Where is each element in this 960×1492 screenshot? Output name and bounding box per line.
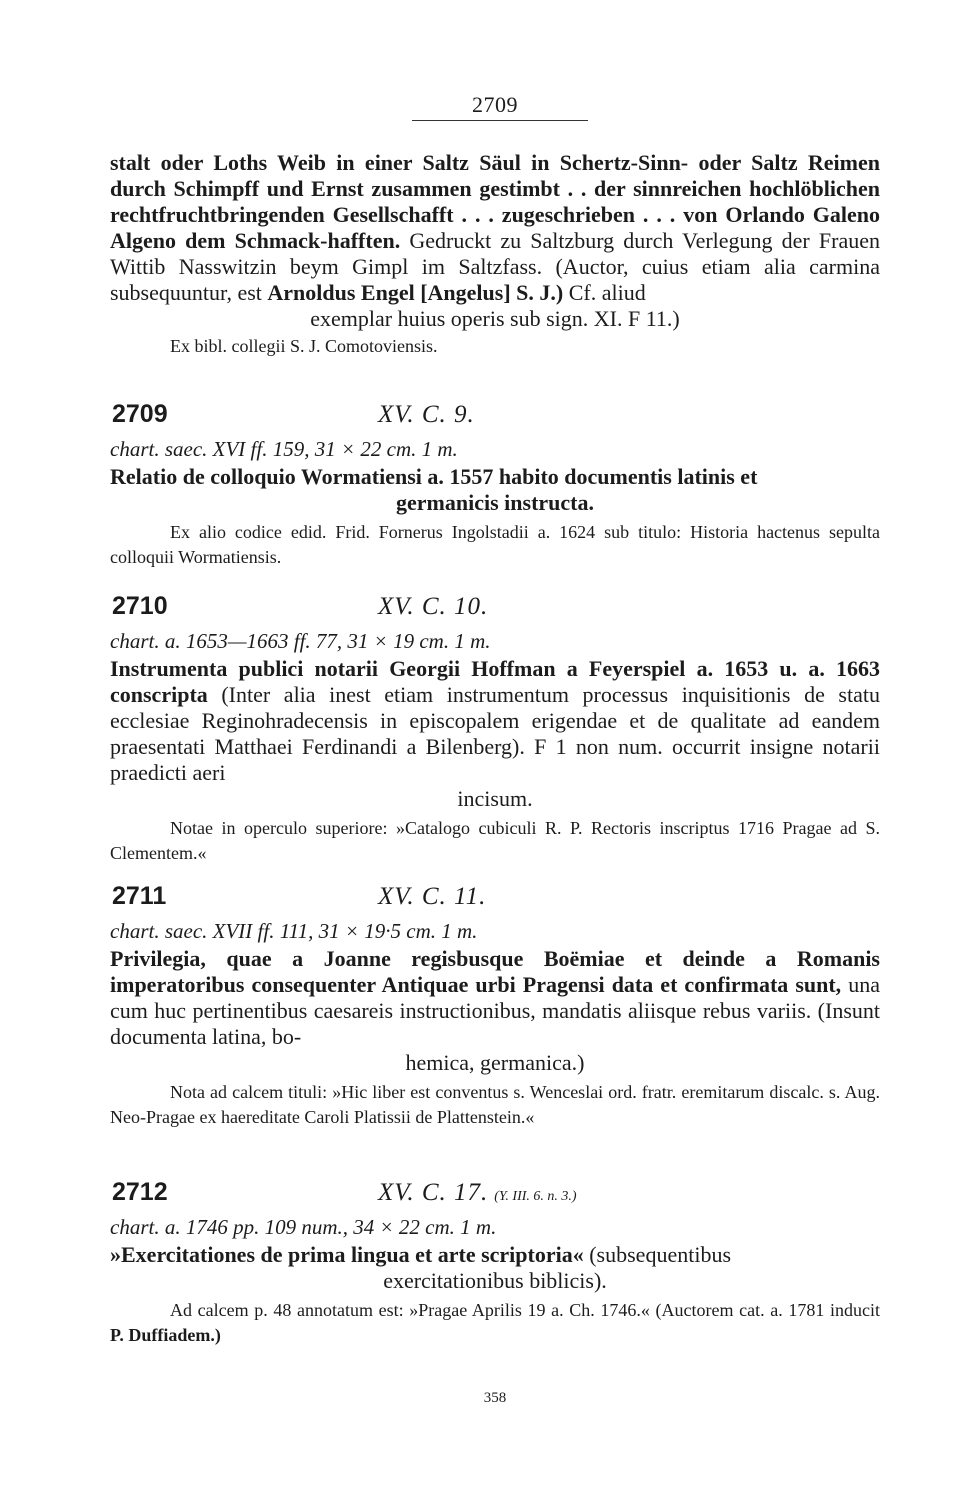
entry-number: 2712: [112, 1178, 168, 1206]
header-page-number: 2709: [472, 92, 518, 117]
entry-shelfmark: XV. C. 10.: [378, 593, 489, 620]
entry-title-center: hemica, germanica.): [405, 1050, 585, 1075]
intro-paragraph: [110, 150, 880, 332]
entry-2712: [110, 1178, 880, 1348]
entry-note: Nota ad calcem tituli: »Hic liber est conventus s. Wenceslai ord. fratr. eremitarum discalc. s. Aug. Neo-Pragae ex haereditate Caroli Platissii de Plattenstein.«: [110, 1082, 880, 1127]
intro-cf: Cf. aliud: [568, 280, 646, 305]
entry-heading: [110, 1178, 880, 1212]
entry-2710: [110, 592, 880, 866]
intro-provenance: Ex bibl. collegii S. J. Comotoviensis.: [170, 336, 438, 356]
entry-title-center: incisum.: [457, 786, 533, 811]
entry-note: Notae in operculo superiore: »Catalogo cubiculi R. P. Rectoris inscriptus 1716 Pragae ad S. Clementem.«: [110, 818, 880, 863]
catalogue-page: [110, 0, 880, 1492]
entry-note-bold: P. Duffiadem.): [110, 1325, 221, 1345]
entry-note: [110, 1298, 880, 1348]
entry-heading: [110, 400, 880, 434]
entry-title-center: germanicis instructa.: [396, 490, 594, 515]
entry-number: 2711: [112, 882, 167, 910]
intro-continuation: [110, 150, 880, 359]
intro-center-line: exemplar huius operis sub sign. XI. F 11.): [310, 306, 680, 331]
intro-bold-text: stalt oder Loths Weib in einer Saltz Säul in Schertz-Sinn- oder Saltz Reimen durch Schimpff und Ernst zusammen gestimbt . . der sinnreichen hochlöblichen rechtfruchtbringenden Gesellschafft . . . zugeschrieben . . . von Orlando Galeno Algeno dem Schmack-hafften.: [110, 150, 880, 253]
entry-title: [110, 946, 880, 1076]
entry-number: 2710: [112, 592, 168, 620]
entry-title-bold: Relatio de colloquio Wormatiensi a. 1557 habito documentis latinis et: [110, 464, 758, 489]
entry-shelfmark: XV. C. 11.: [378, 883, 487, 910]
intro-normal-text: Gedruckt zu Saltzburg durch Verlegung der Frauen Wittib Nasswitzin beym Gimpl im Saltzfass. (Auctor, cuius etiam alia carmina subsequuntur, est: [110, 228, 880, 305]
entry-title-normal: (Inter alia inest etiam instrumentum processus inquisitionis de statu ecclesiae Reginohradecensis in episcopalem erigendae et de qualitate ad eandem praesentati Matthaei Ferdinandi a Bilenberg). F 1 non num. occurrit insigne notarii praedicti aeri: [110, 682, 880, 785]
entry-title-center: exercitationibus biblicis).: [383, 1268, 607, 1293]
entry-2711: [110, 882, 880, 1130]
entry-note: Ex alio codice edid. Frid. Fornerus Ingolstadii a. 1624 sub titulo: Historia hactenus sepulta colloquii Wormatiensis.: [110, 522, 880, 567]
entry-title-bold: Instrumenta publici notarii Georgii Hoffman a Feyerspiel a. 1653 u. a. 1663 conscripta: [110, 656, 880, 707]
entry-title-bold: »Exercitationes de prima lingua et arte scriptoria«: [110, 1242, 584, 1267]
entry-heading: [110, 882, 880, 916]
entry-title: [110, 656, 880, 812]
entry-title: [110, 464, 880, 516]
entry-physical-description: chart. a. 1653—1663 ff. 77, 31 × 19 cm. 1 m.: [110, 629, 491, 653]
folio-number: 358: [483, 1390, 507, 1406]
entry-title: [110, 1242, 880, 1294]
entry-physical-description: chart. saec. XVII ff. 111, 31 × 19·5 cm. 1 m.: [110, 919, 478, 943]
entry-number: 2709: [112, 400, 168, 428]
running-header: [110, 92, 880, 121]
entry-2709: [110, 400, 880, 570]
entry-shelfmark: XV. C. 9.: [378, 401, 475, 428]
entry-shelfmark: XV. C. 17.: [378, 1179, 489, 1206]
header-rule: [412, 120, 588, 121]
entry-heading: [110, 592, 880, 626]
entry-physical-description: chart. saec. XVI ff. 159, 31 × 22 cm. 1 m.: [110, 437, 458, 461]
entry-title-normal: (subsequentibus: [589, 1242, 731, 1267]
entry-title-bold: Privilegia, quae a Joanne regisbusque Boëmiae et deinde a Romanis imperatoribus consequenter Antiquae urbi Pragensi data et confirmata sunt,: [110, 946, 880, 997]
intro-author: Arnoldus Engel [Angelus] S. J.): [267, 280, 564, 305]
entry-note-text: Ad calcem p. 48 annotatum est: »Pragae Aprilis 19 a. Ch. 1746.« (Auctorem cat. a. 1781 inducit: [170, 1300, 880, 1320]
entry-physical-description: chart. a. 1746 pp. 109 num., 34 × 22 cm. 1 m.: [110, 1215, 497, 1239]
entry-old-shelfmark: (Y. III. 6. n. 3.): [494, 1189, 577, 1204]
entry-title-normal: una cum huc pertinentibus caesareis instructionibus, mandatis aliisque rebus variis. (Insunt documenta latina, bo-: [110, 972, 880, 1049]
